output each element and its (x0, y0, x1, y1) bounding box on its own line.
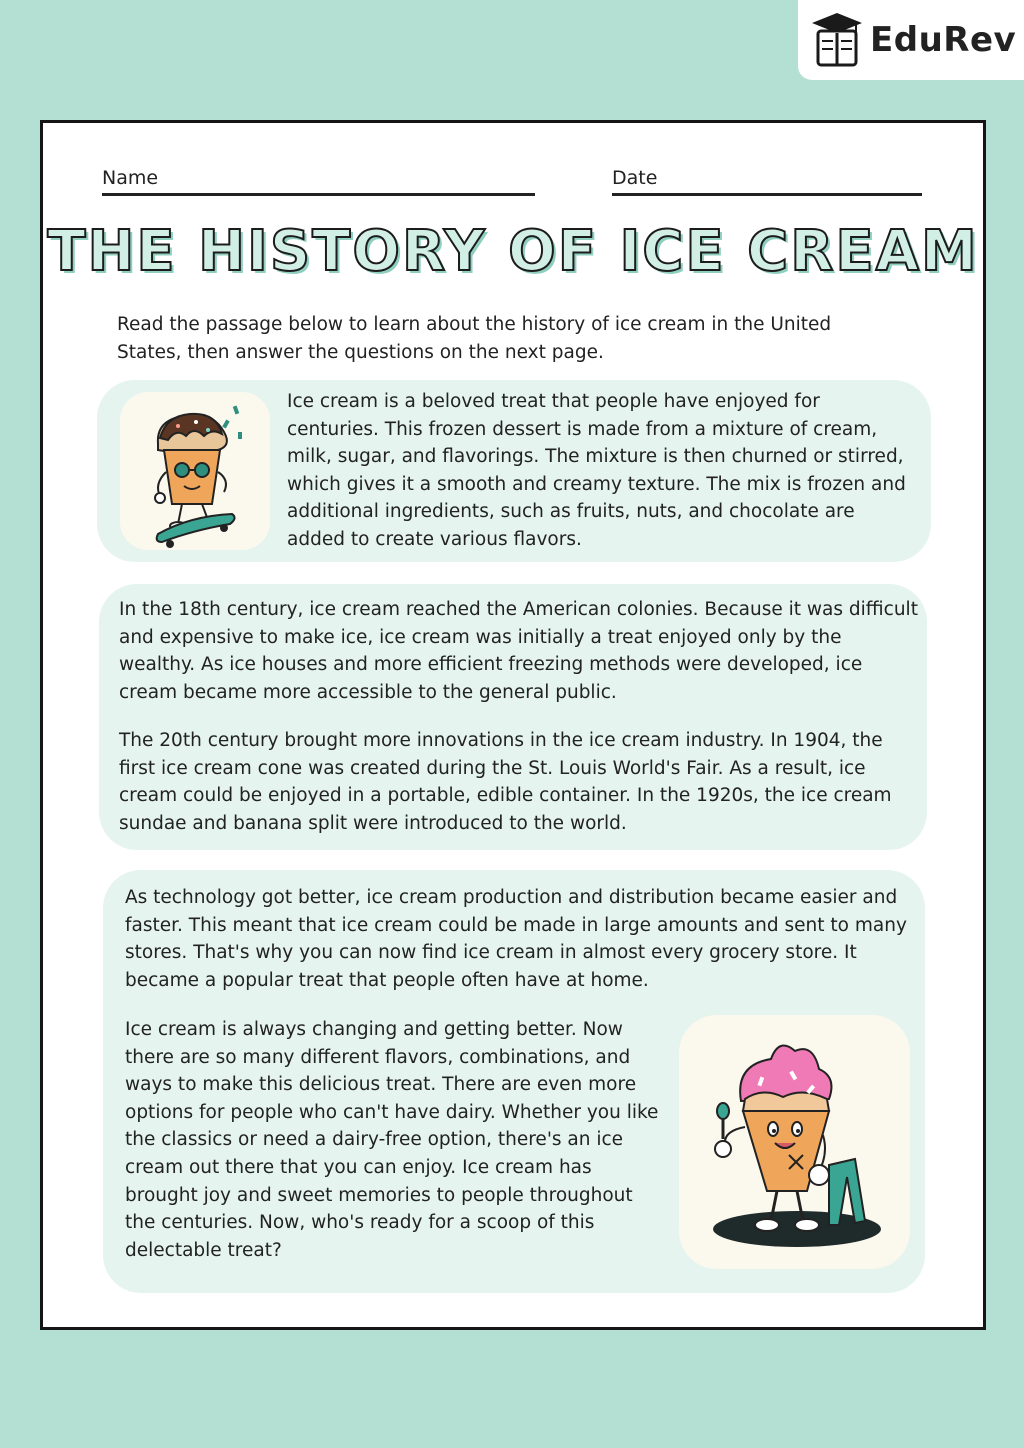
section-2-paragraph-1: In the 18th century, ice cream reached the American colonies. Because it was difficult and expensive to make ice, ice cream was initially a treat enjoyed only by the wealthy. As ice houses and more efficient freezing methods were developed, ice cream became more accessible to the general public. (119, 599, 918, 703)
ice-cream-cone-mascot-with-sign-icon (679, 1015, 910, 1269)
section-3-paragraph-2: Ice cream is always changing and getting better. Now there are so many different flavors, combinations, and ways to make this delicious treat. There are even more options for people who can't have dairy. Whether you like the classics or need a dairy-free option, there's an ice cream out there that you can enjoy. Ice cream has brought joy and sweet memories to people throughout the centuries. Now, who's ready for a scoop of this delectable treat? (125, 1019, 659, 1261)
edurev-logo[interactable] (798, 0, 1024, 80)
name-field[interactable] (102, 167, 535, 196)
skateboarding-ice-cream-cup-icon (120, 392, 270, 550)
logo-text: EduRev (870, 20, 1017, 60)
section-1-text: Ice cream is a beloved treat that people have enjoyed for centuries. This frozen dessert is made from a mixture of cream, milk, sugar, and flavorings. The mixture is then churned or stirred, which gives it a smooth and creamy texture. The mix is frozen and additional ingredients, such as fruits, nuts, and chocolate are added to create various flavors. (287, 391, 906, 550)
date-field[interactable] (612, 167, 922, 196)
section-2-paragraph-2: The 20th century brought more innovations in the ice cream industry. In 1904, the first ice cream cone was created during the St. Louis World's Fair. As a result, ice cream could be enjoyed in a portable, edible container. In the 1920s, the ice cream sundae and banana split were introduced to the world. (119, 730, 892, 834)
worksheet (40, 120, 986, 1330)
intro-text: Read the passage below to learn about the history of ice cream in the United States, then answer the questions on the next page. (117, 314, 832, 363)
worksheet-title: THE HISTORY OF ICE CREAM (47, 219, 979, 284)
section-card-1 (97, 380, 931, 562)
date-label: Date (612, 167, 658, 189)
section-3-paragraph-1: As technology got better, ice cream production and distribution became easier and faster. This meant that ice cream could be made in large amounts and sent to many stores. That's why you can now find ice cream in almost every grocery store. It became a popular treat that people often have at home. (125, 887, 907, 991)
name-label: Name (102, 167, 159, 189)
graduation-cap-book-icon (808, 9, 866, 71)
section-card-2 (99, 584, 927, 850)
section-card-3 (103, 870, 925, 1293)
